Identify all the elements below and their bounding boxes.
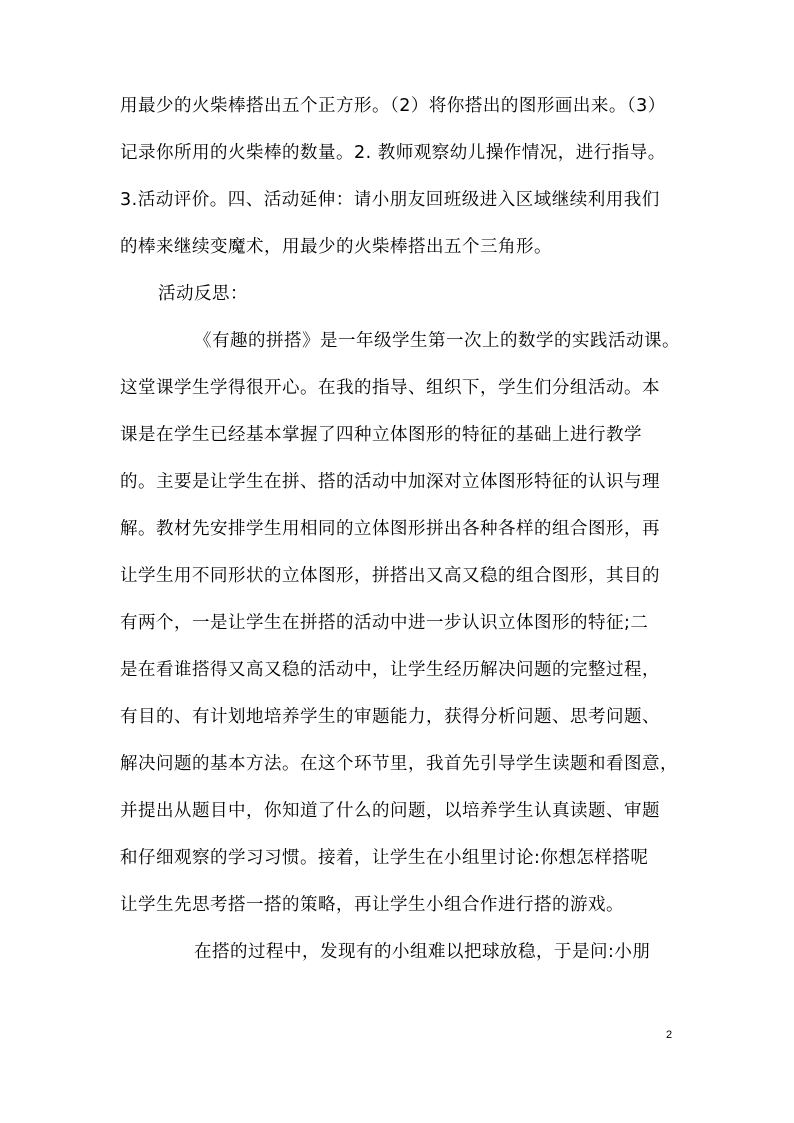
text-line: 有两个，一是让学生在拼搭的活动中进一步认识立体图形的特征;二 <box>120 613 649 633</box>
text-line: 记录你所用的火柴棒的数量。2. 教师观察幼儿操作情况，进行指导。 <box>120 143 666 163</box>
text-line: 并提出从题目中，你知道了什么的问题，以培养学生认真读题、审题 <box>120 801 660 821</box>
text-line: 《有趣的拼搭》是一年级学生第一次上的数学的实践活动课。 <box>194 331 680 351</box>
text-line: 解决问题的基本方法。在这个环节里，我首先引导学生读题和看图意， <box>120 754 678 774</box>
text-line: 让学生先思考搭一搭的策略，再让学生小组合作进行搭的游戏。 <box>120 895 624 915</box>
text-line: 的。主要是让学生在拼、搭的活动中加深对立体图形特征的认识与理 <box>120 472 660 492</box>
text-line: 的棒来继续变魔术，用最少的火柴棒搭出五个三角形。 <box>120 237 552 257</box>
text-line: 课是在学生已经基本掌握了四种立体图形的特征的基础上进行教学 <box>120 425 642 445</box>
text-line: 是在看谁搭得又高又稳的活动中，让学生经历解决问题的完整过程， <box>120 660 660 680</box>
text-line: 让学生用不同形状的立体图形，拼搭出又高又稳的组合图形，其目的 <box>120 566 660 586</box>
text-line: 解。教材先安排学生用相同的立体图形拼出各种各样的组合图形，再 <box>120 519 660 539</box>
text-line: 和仔细观察的学习习惯。接着，让学生在小组里讨论:你想怎样搭呢 <box>120 848 649 868</box>
text-line: 这堂课学生学得很开心。在我的指导、组织下，学生们分组活动。本 <box>120 378 660 398</box>
page-number: 2 <box>666 1029 673 1041</box>
section-heading: 活动反思： <box>158 284 248 304</box>
text-line: 有目的、有计划地培养学生的审题能力，获得分析问题、思考问题、 <box>120 707 660 727</box>
text-line: 在搭的过程中，发现有的小组难以把球放稳，于是问:小朋 <box>194 942 651 962</box>
text-line: 3.活动评价。四、活动延伸：请小朋友回班级进入区域继续利用我们 <box>120 190 660 210</box>
text-line: 用最少的火柴棒搭出五个正方形。（2）将你搭出的图形画出来。（3） <box>120 96 666 116</box>
